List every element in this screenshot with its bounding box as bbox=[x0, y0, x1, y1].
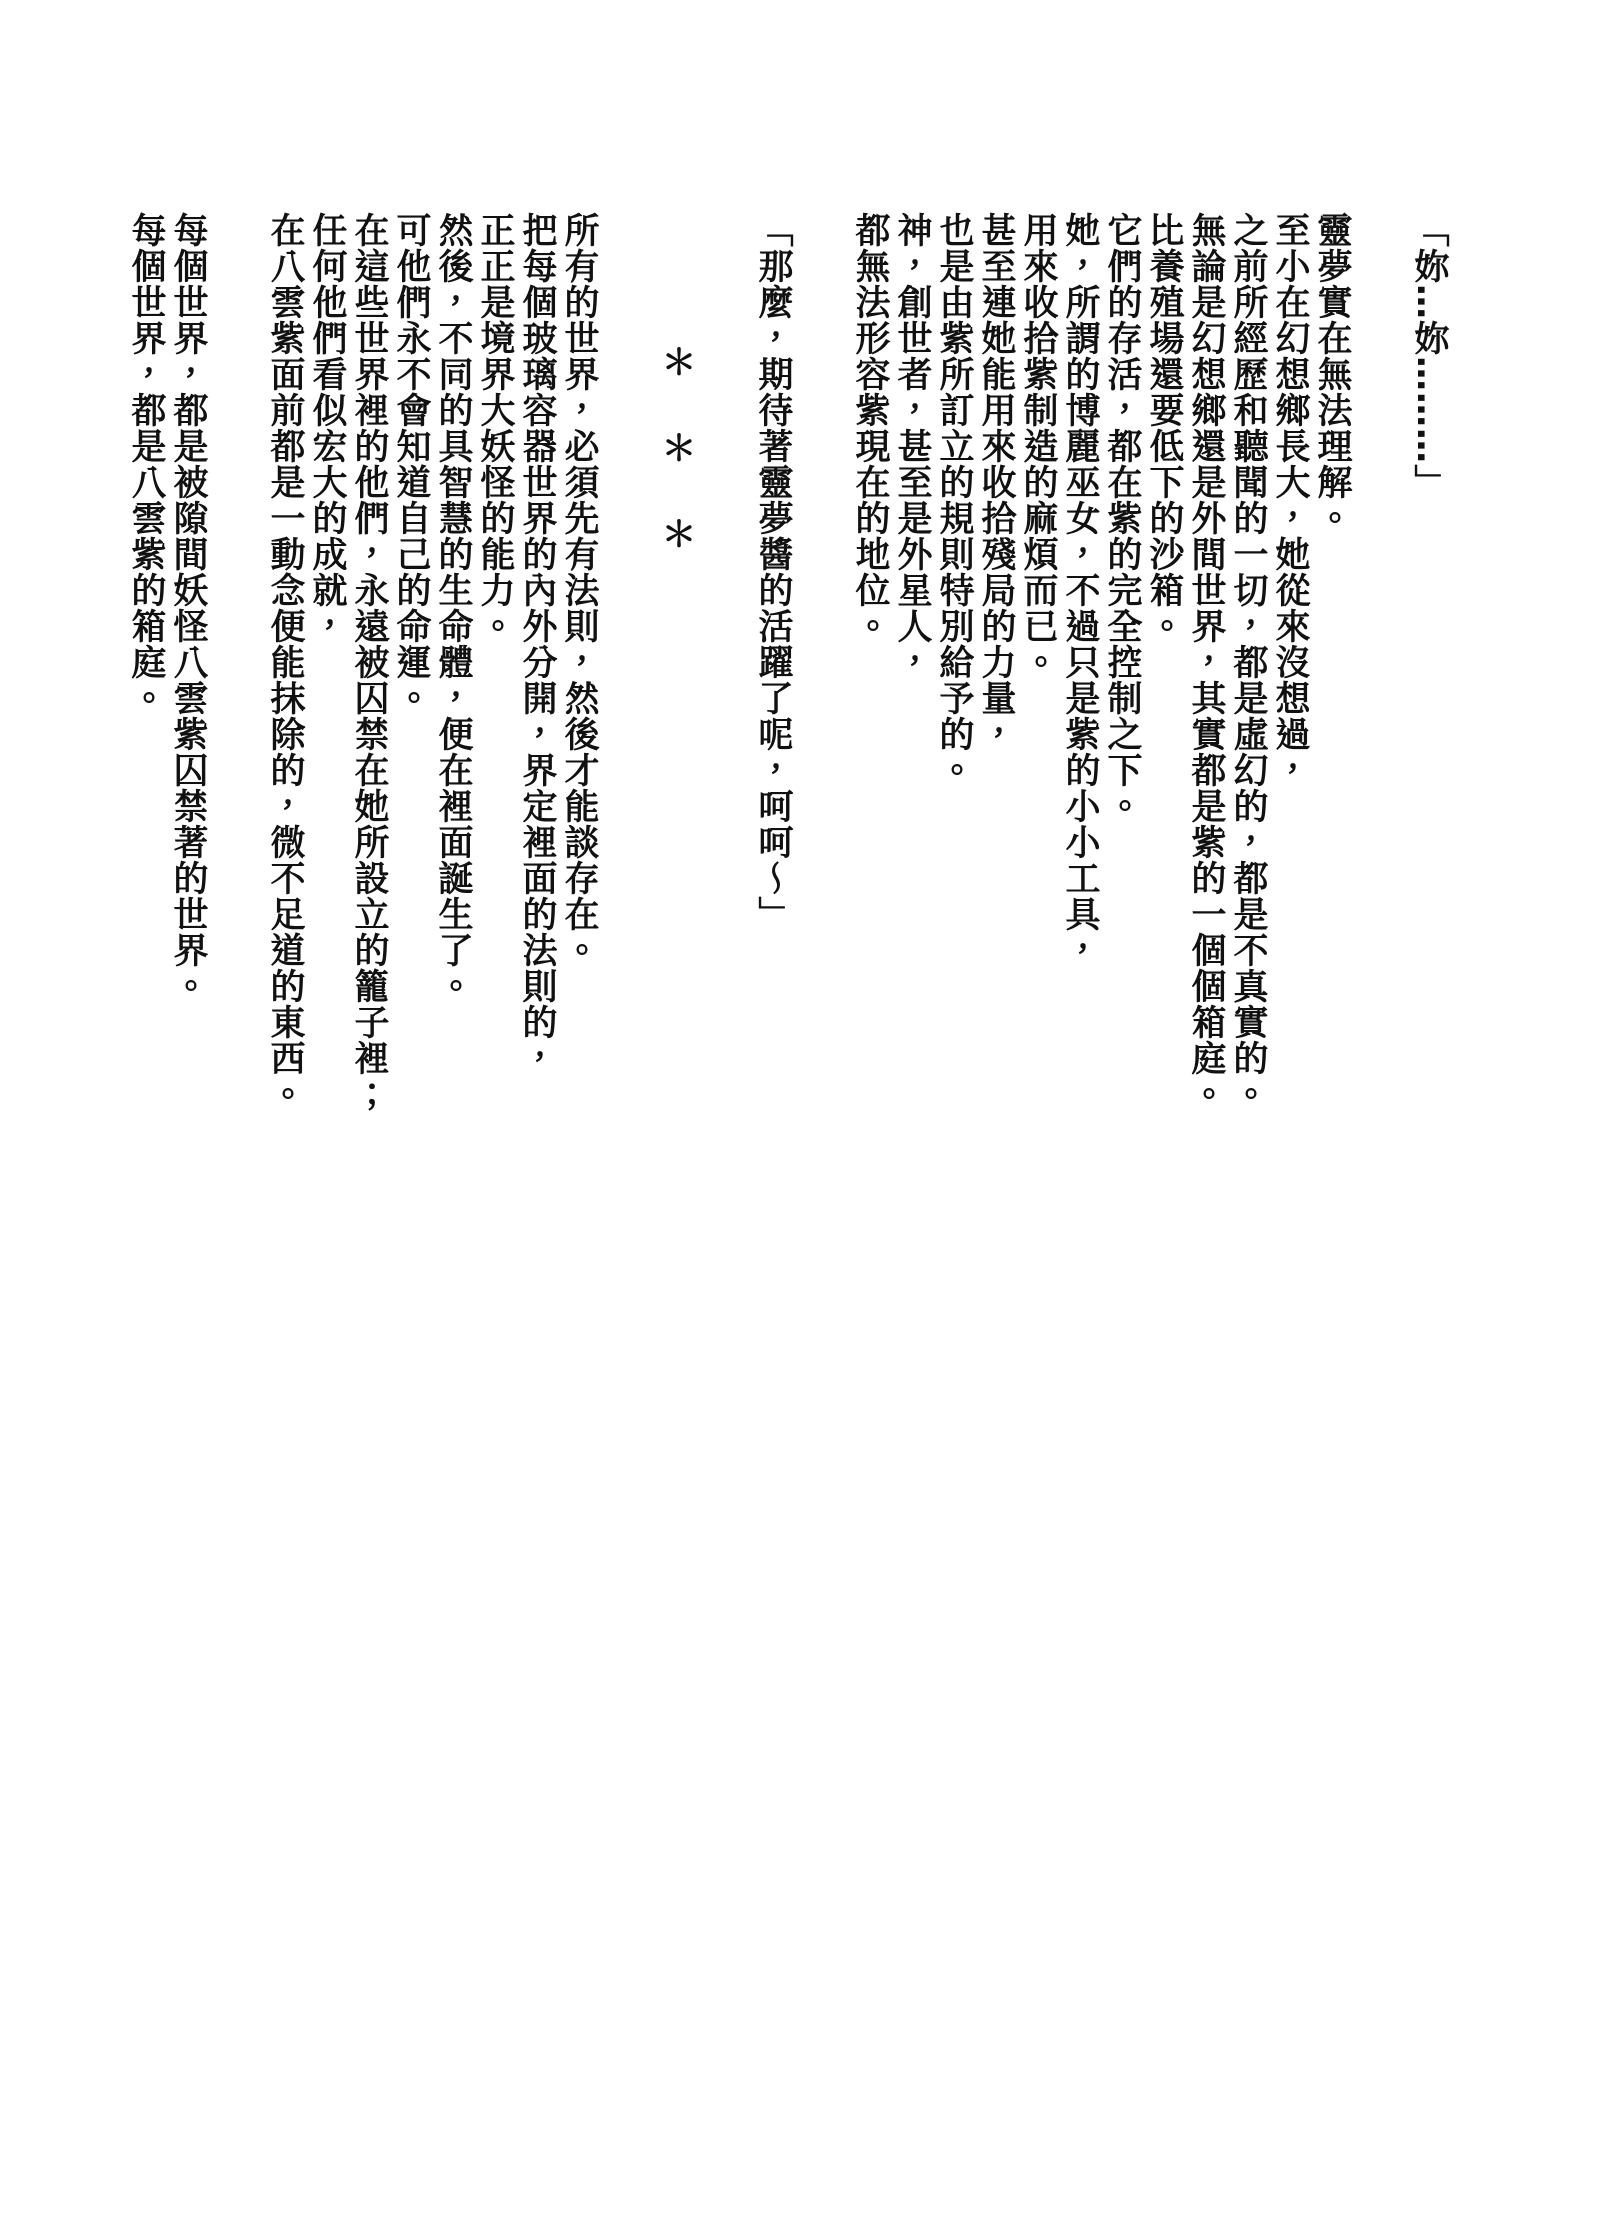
scene-divider: ＊ ＊ ＊ bbox=[656, 344, 696, 559]
text-line: 比養殖場還要低下的沙箱。 bbox=[1144, 212, 1184, 644]
paragraph-narration bbox=[125, 212, 209, 1222]
text-line: 之前所經歷和聽聞的一切，都是虛幻的，都是不真實的。 bbox=[1228, 212, 1268, 1112]
paragraph-dialogue bbox=[752, 212, 794, 1222]
text-line: 可他們永不會知道自己的命運。 bbox=[391, 212, 431, 716]
text-line: 然後，不同的具智慧的生命體，便在裡面誕生了。 bbox=[433, 212, 473, 1004]
text-line: 無論是幻想鄉還是外間世界，其實都是紫的一個個箱庭。 bbox=[1186, 212, 1226, 1112]
text-line: 「妳…妳………」 bbox=[1409, 212, 1449, 500]
text-line: 在這些世界裡的他們，永遠被囚禁在她所設立的籠子裡； bbox=[349, 212, 389, 1112]
text-line: 都無法形容紫現在的地位。 bbox=[850, 212, 890, 644]
text-line: 「那麼，期待著靈夢醬的活躍了呢，呵呵～」 bbox=[753, 212, 793, 932]
paragraph-narration bbox=[264, 212, 600, 1222]
text-line: 在八雲紫面前都是一動念便能抹除的，微不足道的東西。 bbox=[265, 212, 305, 1112]
paragraph-dialogue bbox=[1408, 212, 1450, 1222]
text-line: 它們的存活，都在紫的完全控制之下。 bbox=[1102, 212, 1142, 824]
text-line: 也是由紫所訂立的規則特別給予的。 bbox=[934, 212, 974, 788]
text-line: 所有的世界，必須先有法則，然後才能談存在。 bbox=[559, 212, 599, 968]
vertical-text-flow bbox=[70, 212, 1450, 1222]
text-line: 她，所謂的博麗巫女，不過只是紫的小小工具， bbox=[1060, 212, 1100, 968]
text-line: 靈夢實在無法理解。 bbox=[1312, 212, 1352, 536]
text-line: 甚至連她能用來收拾殘局的力量， bbox=[976, 212, 1016, 752]
text-line: 神，創世者，甚至是外星人， bbox=[892, 212, 932, 680]
paragraph-divider bbox=[655, 212, 697, 1222]
text-line: 任何他們看似宏大的成就， bbox=[307, 212, 347, 644]
text-line: 每個世界，都是被隙間妖怪八雲紫囚禁著的世界。 bbox=[168, 212, 208, 1004]
text-line: 至小在幻想鄉長大，她從來沒想過， bbox=[1270, 212, 1310, 788]
text-line: 用來收拾紫制造的麻煩而已。 bbox=[1018, 212, 1058, 680]
paragraph-narration bbox=[849, 212, 1353, 1222]
text-line: 正正是境界大妖怪的能力。 bbox=[475, 212, 515, 644]
text-line: 每個世界，都是八雲紫的箱庭。 bbox=[126, 212, 166, 716]
text-line: 把每個玻璃容器世界的內外分開，界定裡面的法則的， bbox=[517, 212, 557, 1076]
